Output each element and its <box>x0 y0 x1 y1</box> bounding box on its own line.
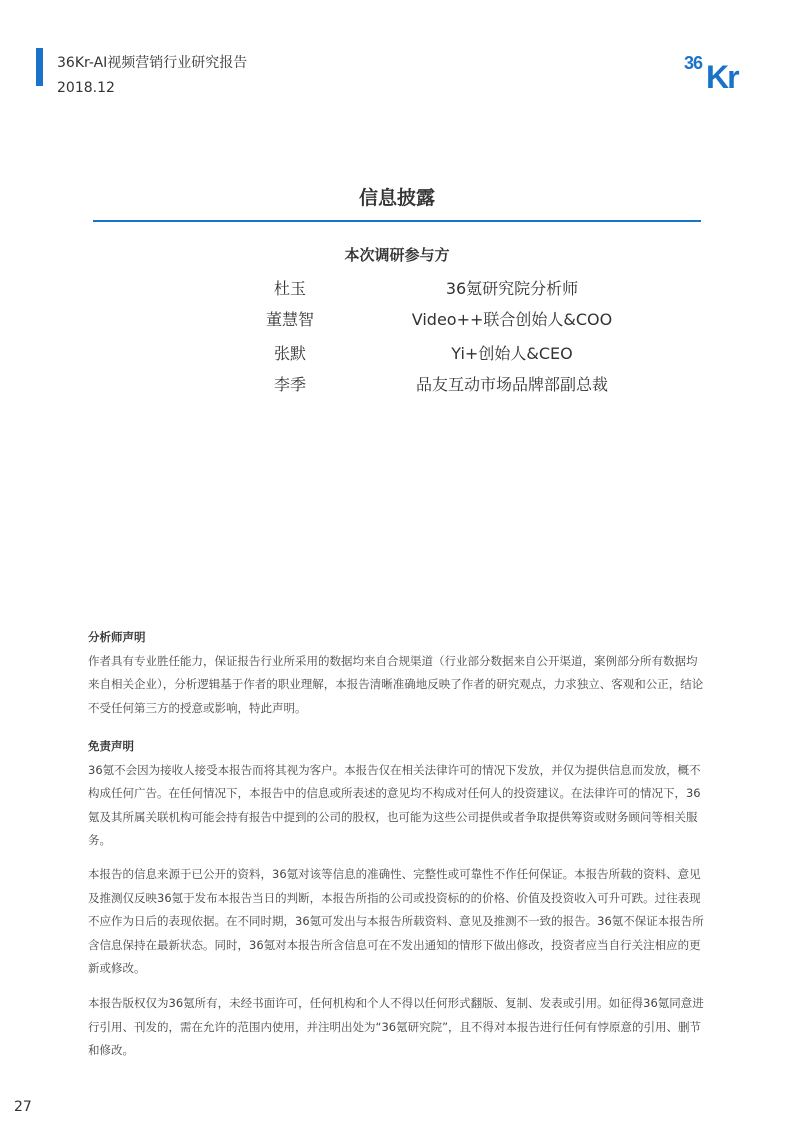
participants-title: 本次调研参与方 <box>344 246 450 264</box>
page-number: 27 <box>14 1099 32 1115</box>
disclaimer-paragraph: 36氪不会因为接收人接受本报告而将其视为客户。本报告仅在相关法律许可的情况下发放，并仅为提供信息而发放，概不构成任何广告。在任何情况下，本报告中的信息或所表述的意见均不构成对任何人的投资建议。在法律许可的情况下，36氪及其所属关联机构可能会持有报告中提到的公司的股权，也可能为这些公司提供或者争取提供筹资或财务顾问等相关服务。 <box>88 762 701 847</box>
header-accent-bar <box>36 48 43 86</box>
disclaimer <box>88 735 708 853</box>
participant-name: 张默 <box>273 344 306 363</box>
report-title: 36Kr-AI视频营销行业研究报告 <box>57 55 248 71</box>
disclaimer-block <box>88 863 708 981</box>
analyst-statement-text: 作者具有专业胜任能力，保证报告行业所采用的数据均来自合规渠道（行业部分数据来自公开渠道，案例部分所有数据均来自相关企业），分析逻辑基于作者的职业理解，本报告清晰准确地反映了作者的研究观点，力求独立、客观和公正，结论不受任何第三方的授意或影响，特此声明。 <box>88 653 704 715</box>
participant-row <box>0 372 794 396</box>
report-date: 2018.12 <box>57 80 115 96</box>
participant-name: 李季 <box>273 375 306 394</box>
participant-role: 品友互动市场品牌部副总裁 <box>415 375 608 394</box>
copyright-block <box>88 992 708 1063</box>
participant-row <box>0 307 794 331</box>
participant-name: 董慧智 <box>265 310 314 329</box>
participant-role: 36氪研究院分析师 <box>445 279 579 298</box>
participant-row <box>0 276 794 300</box>
participant-row <box>0 341 794 365</box>
participant-name: 杜玉 <box>273 279 306 298</box>
participant-role: Video++联合创始人&COO <box>411 310 613 329</box>
36kr-logo <box>682 50 762 92</box>
svg-text:Kr: Kr <box>706 59 738 92</box>
disclaimer-heading: 免责声明 <box>88 739 134 753</box>
analyst-statement <box>88 626 708 720</box>
section-divider <box>93 220 701 222</box>
participant-role: Yi+创始人&CEO <box>451 344 573 363</box>
disclaimer-paragraph: 本报告版权仅为36氪所有，未经书面许可，任何机构和个人不得以任何形式翻版、复制、发表或引用。如征得36氪同意进行引用、刊发的，需在允许的范围内使用，并注明出处为“36氪研究院”，且不得对本报告进行任何有悖原意的引用、删节和修改。 <box>88 996 704 1057</box>
disclaimer-paragraph: 本报告的信息来源于已公开的资料，36氪对该等信息的准确性、完整性或可靠性不作任何保证。本报告所载的资料、意见及推测仅反映36氪于发布本报告当日的判断，本报告所指的公司或投资标的的价格、价值及投资收入可升可跌。过往表现不应作为日后的表现依据。在不同时期，36氪可发出与本报告所载资料、意见及推测不一致的报告。36氪不保证本报告所含信息保持在最新状态。同时，36氪对本报告所含信息可在不发出通知的情形下做出修改，投资者应当自行关注相应的更新或修改。 <box>88 867 704 975</box>
section-title: 信息披露 <box>358 187 435 209</box>
svg-text:36: 36 <box>684 53 703 73</box>
analyst-statement-heading: 分析师声明 <box>88 630 146 644</box>
